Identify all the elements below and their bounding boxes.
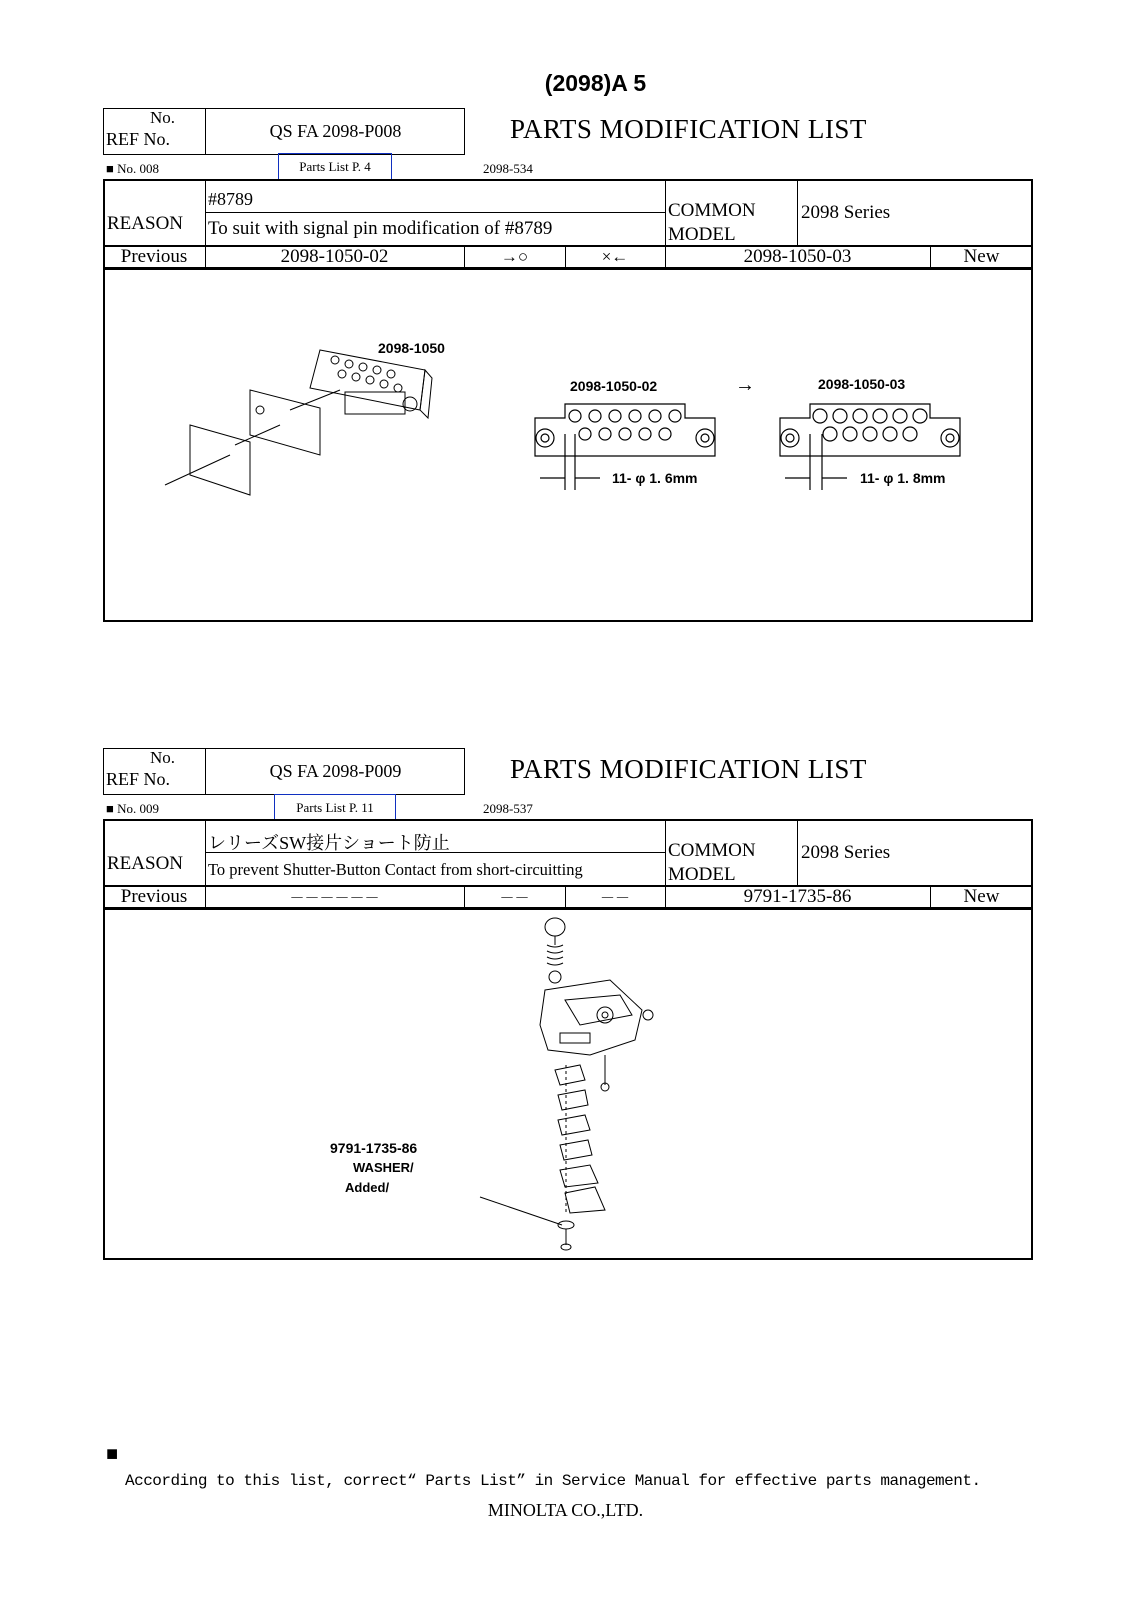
ref-label-cell: [103, 748, 206, 795]
ref-value: QS FA 2098-P009: [269, 761, 402, 781]
ref-label: REF No.: [106, 129, 171, 149]
common-label: COMMON: [668, 200, 756, 221]
reason-jp: レリーズSW接片ショート防止: [208, 833, 450, 853]
doc-code: 2098-534: [483, 161, 533, 176]
washer-name: WASHER/: [353, 1160, 414, 1175]
previous-value: 2098-1050-02: [280, 246, 389, 267]
exploded-connector-diagram: [160, 330, 470, 520]
new-hole-spec: 11- φ 1. 8mm: [860, 470, 946, 486]
previous-value: －－－－－－: [289, 890, 380, 907]
doc-code: 2098-537: [483, 801, 533, 816]
no-label: No.: [149, 748, 175, 767]
footer-note-en: According to this list, correct“ Parts List” in Service Manual for effective parts management.: [125, 1472, 981, 1490]
part-label: 2098-1050: [378, 340, 445, 356]
list-heading: PARTS MODIFICATION LIST: [510, 754, 867, 784]
new-label: New: [963, 246, 1000, 267]
common-label: COMMON: [668, 840, 756, 861]
new-value: 9791-1735-86: [743, 886, 852, 907]
compat-backward: ×←: [601, 247, 629, 266]
shutter-button-assembly-diagram: [470, 915, 670, 1255]
change-arrow: →: [735, 374, 755, 396]
old-part-label: 2098-1050-02: [570, 378, 658, 394]
item-number: ■ No. 008: [106, 161, 159, 176]
new-value: 2098-1050-03: [743, 246, 852, 267]
item-number: ■ No. 009: [106, 801, 159, 816]
page-title: (2098)A 5: [544, 70, 647, 96]
footer-note-jp: ■: [106, 1443, 119, 1465]
previous-label: Previous: [120, 886, 188, 907]
parts-list-link[interactable]: Parts List P. 11: [274, 794, 396, 821]
reason-en: To prevent Shutter-Button Contact from short-circuitting: [208, 860, 583, 879]
reason-jp: #8789: [208, 189, 253, 209]
new-part-label: 2098-1050-03: [818, 376, 906, 392]
ref-label-cell: [103, 108, 206, 155]
washer-part-number: 9791-1735-86: [330, 1140, 418, 1156]
company-name: MINOLTA CO.,LTD.: [487, 1500, 644, 1520]
reason-en: To suit with signal pin modification of #8789: [208, 218, 553, 239]
reason-label: REASON: [107, 213, 184, 234]
model-value: 2098 Series: [801, 842, 891, 863]
parts-list-link[interactable]: Parts List P. 4: [278, 153, 392, 181]
ref-value: QS FA 2098-P008: [269, 121, 402, 141]
model-value: 2098 Series: [801, 202, 891, 223]
compat-forward: －－: [499, 890, 530, 907]
compat-backward: －－: [599, 890, 630, 907]
previous-label: Previous: [120, 246, 188, 267]
old-hole-spec: 11- φ 1. 6mm: [612, 470, 698, 486]
compat-forward: →○: [500, 247, 529, 266]
added-label: Added/: [345, 1180, 390, 1195]
ref-label: REF No.: [106, 769, 171, 789]
new-label: New: [963, 886, 1000, 907]
no-label: No.: [149, 108, 175, 127]
model-label: MODEL: [668, 224, 736, 245]
list-heading: PARTS MODIFICATION LIST: [510, 114, 867, 144]
reason-label: REASON: [107, 853, 184, 874]
model-label: MODEL: [668, 864, 736, 885]
